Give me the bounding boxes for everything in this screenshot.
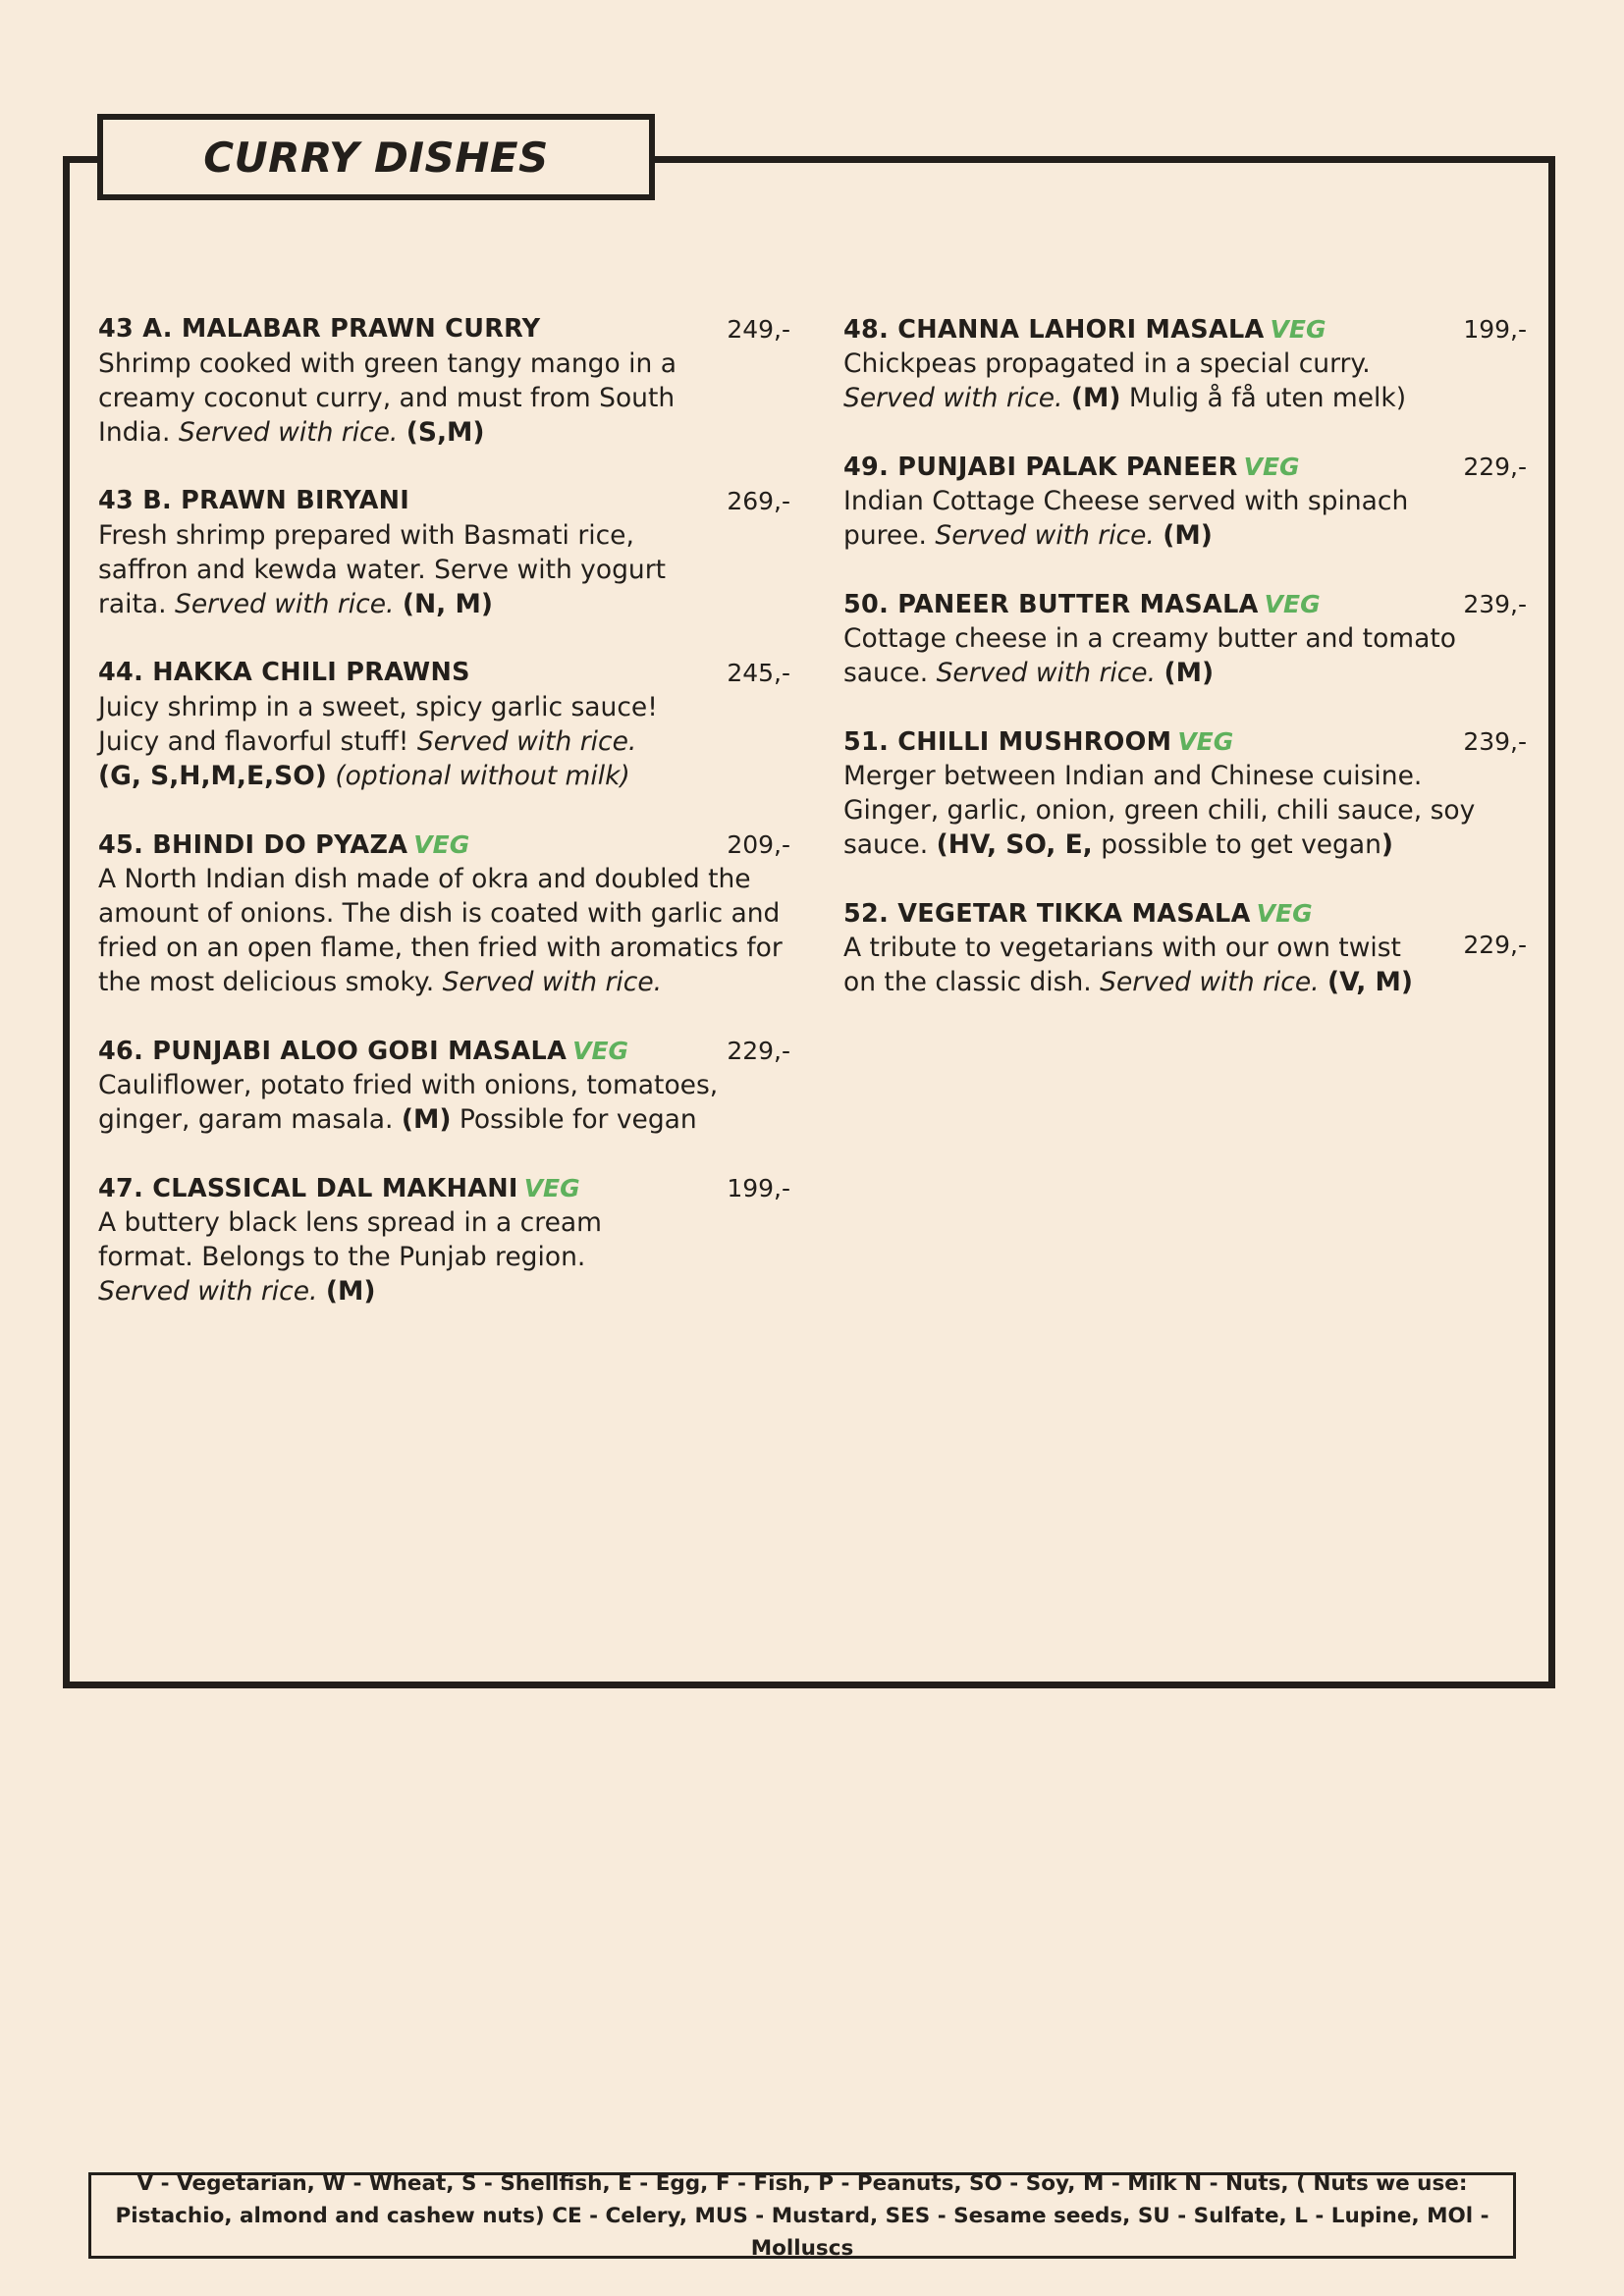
allergens: (HV, SO, E, bbox=[936, 829, 1093, 860]
item-price: 199,- bbox=[727, 1174, 790, 1202]
item-description: Fresh shrimp prepared with Basmati rice, saffron and kewda water. Serve with yogurt raita. Served with rice. (N, M) bbox=[98, 520, 666, 619]
allergens: (M) bbox=[1164, 658, 1215, 688]
menu-item bbox=[843, 724, 1527, 862]
item-description: A tribute to vegetarians with our own twist on the classic dish. Served with rice. (V, M) bbox=[843, 933, 1414, 997]
item-description: Cottage cheese in a creamy butter and tomato sauce. Served with rice. (M) bbox=[843, 623, 1456, 688]
item-description: Merger between Indian and Chinese cuisine. Ginger, garlic, onion, green chili, chili sauce, soy sauce. (HV, SO, E, possible to get vegan) bbox=[843, 761, 1476, 860]
item-name: 45. BHINDI DO PYAZA bbox=[98, 830, 408, 860]
allergens: (S,M) bbox=[406, 417, 485, 448]
menu-item bbox=[98, 484, 790, 621]
item-price: 239,- bbox=[1463, 727, 1527, 756]
item-price: 239,- bbox=[1463, 590, 1527, 618]
veg-badge: VEG bbox=[1243, 453, 1300, 481]
menu-item bbox=[843, 896, 1527, 999]
menu-item bbox=[98, 828, 790, 999]
allergens: (V, M) bbox=[1327, 967, 1414, 997]
veg-badge: VEG bbox=[1177, 727, 1234, 756]
item-price: 245,- bbox=[727, 659, 790, 687]
item-name: 48. CHANNA LAHORI MASALA bbox=[843, 315, 1265, 345]
veg-badge: VEG bbox=[1256, 899, 1313, 928]
item-name: 49. PUNJABI PALAK PANEER bbox=[843, 453, 1238, 482]
item-description: Chickpeas propagated in a special curry. Served with rice. (M) Mulig å få uten melk) bbox=[843, 348, 1407, 413]
item-description: Indian Cottage Cheese served with spinach puree. Served with rice. (M) bbox=[843, 486, 1409, 551]
menu-item bbox=[98, 656, 790, 793]
item-description: Shrimp cooked with green tangy mango in a creamy coconut curry, and must from South India. Served with rice. (S,M) bbox=[98, 348, 677, 448]
item-description: A buttery black lens spread in a cream format. Belongs to the Punjab region. Served with rice. (M) bbox=[98, 1207, 602, 1307]
page-title: CURRY DISHES bbox=[97, 114, 655, 200]
veg-badge: VEG bbox=[1264, 590, 1321, 618]
allergens: (N, M) bbox=[402, 589, 493, 619]
menu-item bbox=[98, 1171, 790, 1308]
veg-badge: VEG bbox=[523, 1174, 580, 1202]
allergens: (M) bbox=[401, 1104, 452, 1135]
menu-item bbox=[843, 312, 1527, 415]
item-price: 229,- bbox=[727, 1037, 790, 1065]
item-price: 229,- bbox=[1463, 931, 1527, 959]
menu-item bbox=[843, 587, 1527, 690]
menu-item bbox=[843, 450, 1527, 553]
item-description: Cauliflower, potato fried with onions, tomatoes, ginger, garam masala. (M) Possible for vegan bbox=[98, 1070, 719, 1135]
allergens: (M) bbox=[1163, 520, 1213, 551]
item-name: 43 B. PRAWN BIRYANI bbox=[98, 486, 410, 515]
item-name: 51. CHILLI MUSHROOM bbox=[843, 727, 1172, 757]
item-price: 229,- bbox=[1463, 453, 1527, 481]
allergens: (M) bbox=[1070, 383, 1121, 413]
item-name: 44. HAKKA CHILI PRAWNS bbox=[98, 658, 470, 687]
menu-item bbox=[98, 312, 790, 450]
item-price: 269,- bbox=[727, 487, 790, 515]
item-name: 46. PUNJABI ALOO GOBI MASALA bbox=[98, 1037, 568, 1066]
item-description: Juicy shrimp in a sweet, spicy garlic sauce! Juicy and flavorful stuff! Served with rice. (G, S,H,M,E,SO) (optional without milk) bbox=[98, 692, 658, 791]
menu-column-right bbox=[843, 312, 1527, 1034]
item-price: 199,- bbox=[1463, 315, 1527, 344]
item-name: 43 A. MALABAR PRAWN CURRY bbox=[98, 314, 541, 344]
item-price: 249,- bbox=[727, 315, 790, 344]
veg-badge: VEG bbox=[1270, 315, 1326, 344]
allergens: (G, S,H,M,E,SO) bbox=[98, 761, 327, 791]
veg-badge: VEG bbox=[413, 830, 470, 859]
item-name: 47. CLASSICAL DAL MAKHANI bbox=[98, 1174, 518, 1203]
allergen-legend: V - Vegetarian, W - Wheat, S - Shellfish, E - Egg, F - Fish, P - Peanuts, SO - Soy, M - Milk N - Nuts, ( Nuts we use: Pistachio, almond and cashew nuts) CE - Celery, MUS - Mustard, SES - Sesame seeds, SU - Sulfate, L - Lupine, MOl - Molluscs bbox=[88, 2172, 1516, 2259]
item-name: 52. VEGETAR TIKKA MASALA bbox=[843, 899, 1251, 929]
item-price: 209,- bbox=[727, 830, 790, 859]
veg-badge: VEG bbox=[572, 1037, 629, 1065]
item-description: A North Indian dish made of okra and doubled the amount of onions. The dish is coated with garlic and fried on an open flame, then fried with aromatics for the most delicious smoky. Served with rice. bbox=[98, 864, 783, 997]
menu-item bbox=[98, 1034, 790, 1137]
item-name: 50. PANEER BUTTER MASALA bbox=[843, 590, 1259, 619]
allergens: (M) bbox=[325, 1276, 376, 1307]
menu-column-left bbox=[98, 312, 790, 1343]
